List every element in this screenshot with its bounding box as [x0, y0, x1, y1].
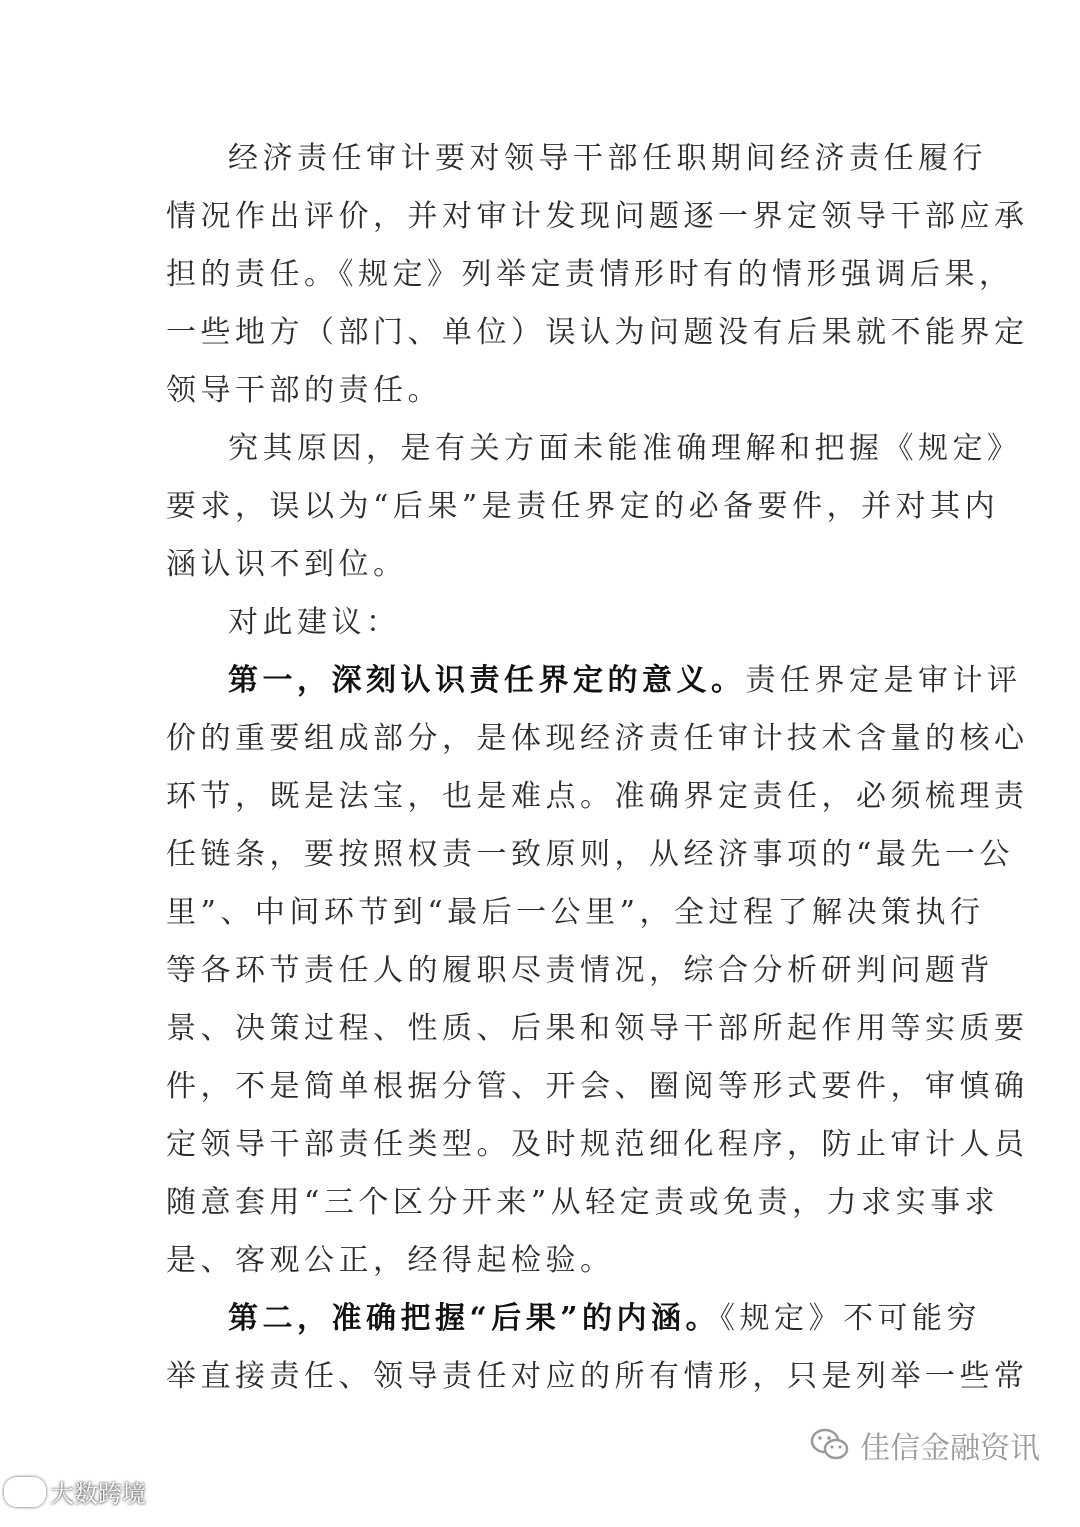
text-line: 涵认识不到位。: [166, 547, 408, 582]
text-run: 《规定》不可能穷: [720, 1301, 982, 1336]
text-line: [166, 652, 1022, 710]
watermark-logo-icon: [4, 1477, 46, 1507]
text-line: 一些地方（部门、单位）误认为问题没有后果就不能界定: [166, 315, 1029, 350]
text-line: 任链条，要按照权责一致原则，从经济事项的“最先一公: [166, 837, 1014, 872]
text-run: 责任界定是审计评: [745, 663, 1022, 698]
text-line: 价的重要组成部分，是体现经济责任审计技术含量的核心: [166, 721, 1029, 756]
text-line: 经济责任审计要对领导干部任职期间经济责任履行: [228, 141, 987, 176]
text-line: 件，不是简单根据分管、开会、圈阅等形式要件，审慎确: [166, 1069, 1029, 1104]
text-line: 是、客观公正，经得起检验。: [166, 1243, 615, 1278]
text-line: 里”、中间环节到“最后一公里”，全过程了解决策执行: [166, 895, 985, 930]
section-heading-1: 第一，深刻认识责任界定的意义。: [228, 663, 746, 698]
watermark-left: [4, 1474, 146, 1509]
text-line: 定领导干部责任类型。及时规范细化程序，防止审计人员: [166, 1127, 1029, 1162]
text-line: 景、决策过程、性质、后果和领导干部所起作用等实质要: [166, 1011, 1029, 1046]
text-line: 举直接责任、领导责任对应的所有情形，只是列举一些常: [166, 1359, 1029, 1394]
text-line: [166, 1290, 982, 1348]
text-line: 环节，既是法宝，也是难点。准确界定责任，必须梳理责: [166, 779, 1029, 814]
text-line: 要求，误以为“后果”是责任界定的必备要件，并对其内: [166, 489, 1000, 524]
text-line: 随意套用“三个区分开来”从轻定责或免责，力求实事求: [166, 1185, 1000, 1220]
text-line: 究其原因，是有关方面未能准确理解和把握《规定》: [228, 431, 1022, 466]
watermark-left-text: 大数跨境: [50, 1480, 146, 1508]
text-line: 等各环节责任人的履职尽责情况，综合分析研判问题背: [166, 953, 994, 988]
section-heading-2: 第二，准确把握“后果”的内涵。: [228, 1301, 721, 1336]
wechat-icon: [810, 1427, 850, 1463]
watermark-right-text: 佳信金融资讯: [860, 1431, 1040, 1466]
text-line: 情况作出评价，并对审计发现问题逐一界定领导干部应承: [166, 199, 1029, 234]
text-line: 对此建议：: [228, 605, 401, 640]
text-line: 担的责任。《规定》列举定责情形时有的情形强调后果，: [166, 257, 1014, 292]
text-line: 领导干部的责任。: [166, 373, 442, 408]
document-body: [166, 130, 1029, 1406]
watermark-right: [810, 1423, 1040, 1467]
